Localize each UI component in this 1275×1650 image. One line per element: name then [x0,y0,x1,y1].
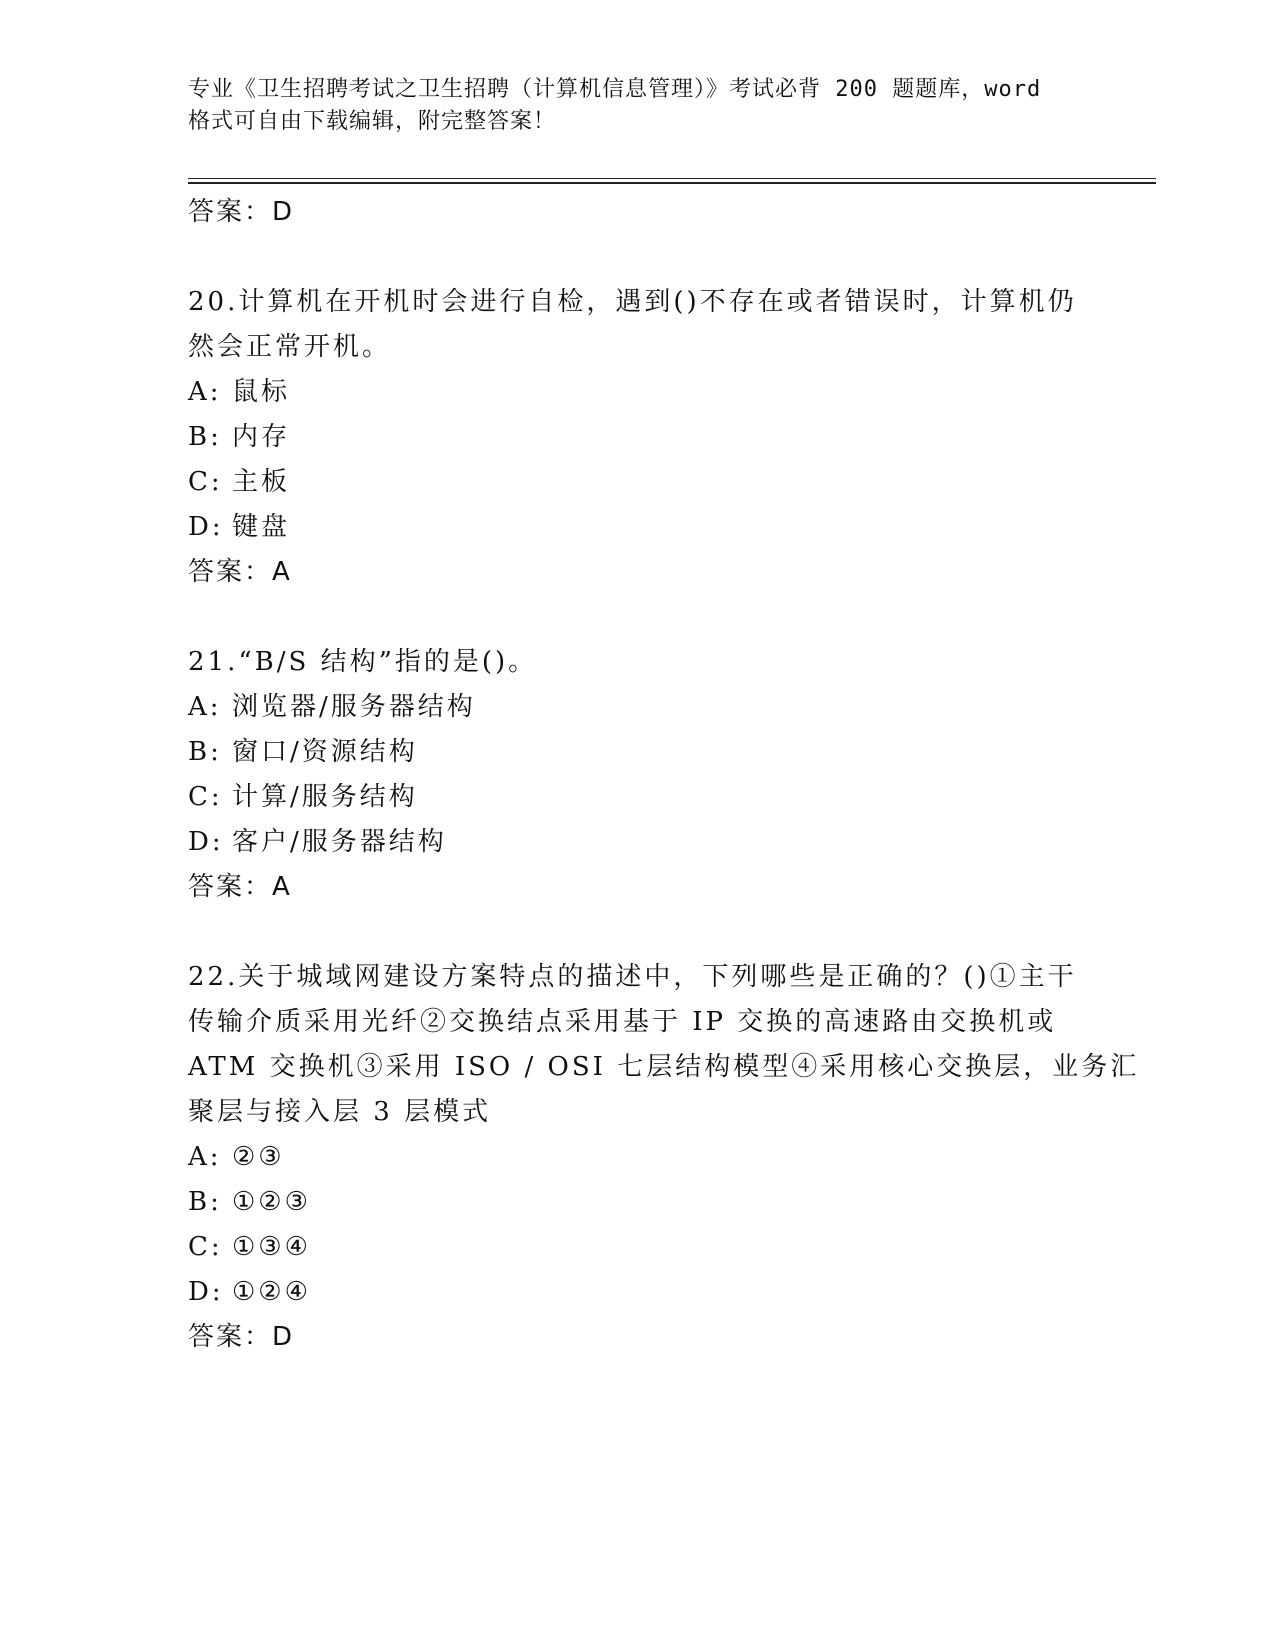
spacer [188,235,1088,280]
option-key: B: [188,1187,222,1217]
option-key: C: [188,1232,223,1262]
question-21 [188,640,1088,910]
option-key: D: [188,1277,224,1307]
spacer [188,910,1088,955]
question-22 [188,955,1140,1360]
previous-answer: 答案：D [188,197,295,227]
option-text: 浏览器/服务器结构 [232,692,476,722]
spacer [188,595,1088,640]
option-text: 键盘 [232,512,291,542]
question-22-option-b [188,1180,1088,1225]
option-key: A: [188,377,222,407]
option-text: ①②③ [232,1187,311,1217]
option-text: 计算/服务结构 [232,782,418,812]
option-key: D: [188,827,224,857]
option-key: C: [188,467,223,497]
question-20-option-c [188,460,1088,505]
question-22-stem-line-2: 传输介质采用光纤②交换结点采用基于 IP 交换的高速路由交换机或 [188,1007,1057,1037]
question-20-stem-line-2: 然会正常开机。 [188,332,392,362]
question-21-option-a [188,685,1088,730]
question-20-option-a [188,370,1088,415]
option-key: D: [188,512,224,542]
question-22-option-a [188,1135,1088,1180]
option-key: B: [188,737,222,767]
option-text: 客户/服务器结构 [232,827,447,857]
question-21-stem-line-1: 21.“B/S 结构”指的是()。 [188,647,538,677]
option-text: ②③ [232,1142,285,1172]
question-20-stem-line-1: 20.计算机在开机时会进行自检，遇到()不存在或者错误时，计算机仍 [188,287,1077,317]
question-22-option-d [188,1270,1088,1315]
option-key: A: [188,692,222,722]
option-key: B: [188,422,222,452]
option-text: ①③④ [232,1232,311,1262]
option-text: 主板 [232,467,291,497]
option-text: 内存 [232,422,291,452]
question-21-answer: 答案：A [188,872,292,902]
header-line-2: 格式可自由下载编辑，附完整答案！ [188,109,557,134]
option-text: ①②④ [232,1277,311,1307]
header-line-1: 专业《卫生招聘考试之卫生招聘（计算机信息管理）》考试必背 200 题题库，word [188,77,1042,102]
question-20 [188,280,1088,595]
header-divider-thick [188,182,1156,184]
question-20-option-d [188,505,1088,550]
document-header [188,74,1088,138]
question-22-answer: 答案：D [188,1322,295,1352]
question-22-stem-line-4: 聚层与接入层 3 层模式 [188,1097,492,1127]
question-22-option-c [188,1225,1088,1270]
question-21-option-b [188,730,1088,775]
question-content [188,190,1140,1360]
question-21-option-c [188,775,1088,820]
question-22-stem-line-1: 22.关于城域网建设方案特点的描述中，下列哪些是正确的？()①主干 [188,962,1077,992]
question-20-option-b [188,415,1088,460]
question-20-answer: 答案：A [188,557,292,587]
option-key: A: [188,1142,222,1172]
option-text: 窗口/资源结构 [232,737,418,767]
header-divider-thin [188,178,1156,179]
question-22-stem-line-3: ATM 交换机③采用 ISO / OSI 七层结构模型④采用核心交换层，业务汇 [188,1052,1140,1082]
option-text: 鼠标 [232,377,291,407]
question-21-option-d [188,820,1088,865]
option-key: C: [188,782,223,812]
